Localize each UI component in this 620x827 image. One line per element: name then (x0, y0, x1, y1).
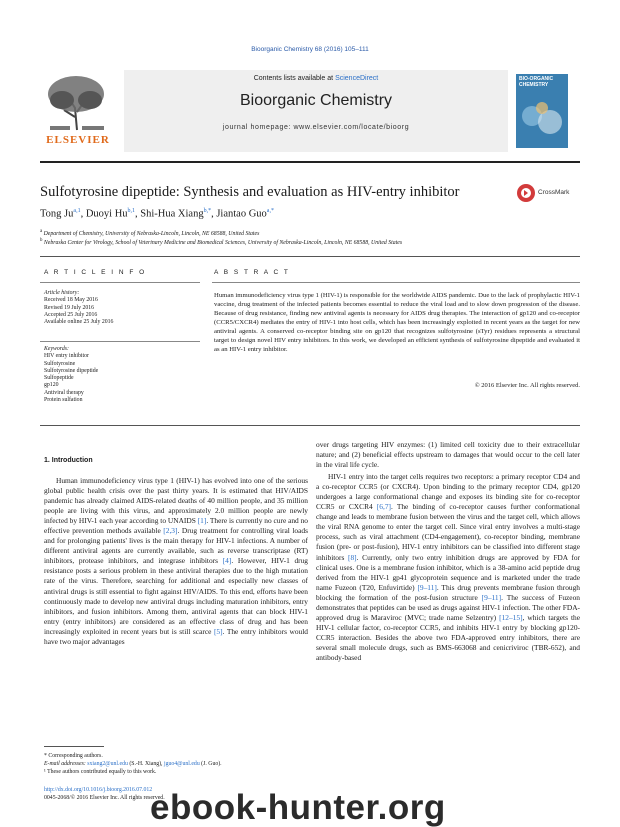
keyword: Antiviral therapy (44, 389, 84, 396)
issn-line: 0045-2068/© 2016 Elsevier Inc. All rights reserved. (44, 794, 165, 801)
body-text: . There is currently no cure and no effective prevention methods available (44, 516, 308, 536)
citation-link[interactable]: [5] (213, 626, 223, 636)
author-name: Jiantao Guo (216, 208, 267, 220)
citation-link[interactable]: [9–11] (417, 582, 437, 592)
section-heading: 1. Introduction (44, 457, 93, 464)
email-link[interactable]: sxiang2@unl.edu (87, 761, 128, 767)
body-text: , which targets the HIV-1 cellular factor, co-receptor CCR5, and inhibits HIV-1 entry by blocking gp120-CCR5 interaction. Besides the above two FDA-approved entry inhibitors, there are several small molecule drugs, such as BMS-663068 and cenicriviroc (TBR-652), and antibody-based (316, 612, 580, 662)
body-text: . Currently, only two entry inhibition drugs are approved by FDA for clinical uses. One is a membrane fusion inhibitor, which is a 38-amino acid peptide drug derived from the HIV-1 gp41 glycoprotein sequence and is marketed under the trade name Fuzeon (T20, Enfuvirtide) (316, 552, 580, 592)
body-text: . The success of Fuzeon demonstrates that peptides can be used as drugs against HIV-1 infection. The other FDA-approved drug is Maraviroc (MVC; trade name Selzentry) (316, 592, 580, 622)
keyword: gp120 (44, 382, 59, 389)
email-label: E-mail addresses: (44, 761, 88, 767)
author-name: Duoyi Hu (85, 208, 128, 220)
affiliation-a (40, 229, 580, 237)
body-text: . However, HIV-1 drug resistance posts a serious problem in these antiviral therapies due to the high mutation rate of the virus. Therefore, searching for additional and especially new classes of antiviral drugs is still essential to fight against HIV/AIDS. To this end, efforts have been continuously made to develop new antiviral drugs including maturation inhibitors, entry inhibitors, and fusion inhibitors. Among them, antiviral agents that can block HIV-1 entry (entry inhibitors) are considered as an effective class of drug and has been increasingly exploited in recent years but is still scarce (44, 556, 308, 636)
body-text: HIV-1 entry into the target cells requires two receptors: a primary receptor CD4 and a co-receptor CCR5 (or CXCR4). Upon binding to the primary receptor CD4, gp120 undergoes a large conformational change and exposes its binding site for co-receptor CCR5 or CXCR4 (316, 472, 580, 512)
body-text: Human immunodeficiency virus type 1 (HIV-1) has evolved into one of the serious global public health crisis over the past thirty years. It is estimated that HIV/AIDS pandemic has already claimed AIDS-related deaths of 40 million people, and 35 million people are living with this virus, and approximately 2.0 million people are newly infected by HIV-1 each year according to UNAIDS (44, 476, 308, 526)
cover-title: BIO-ORGANIC CHEMISTRY (519, 76, 554, 88)
citation-link[interactable]: [12–15] (499, 612, 523, 622)
body-column-left (44, 476, 308, 647)
info-divider (40, 341, 200, 342)
journal-cover-image (516, 74, 568, 148)
footnote-rule (44, 746, 104, 747)
doi-block (44, 787, 165, 802)
body-text: . The binding of co-receptor causes further conformational change and leads to membrane fusion between the virus and the target cell, which allows the viral RNA genome to enter the target cell. Since viral entry involves a multi-stage process, such as viral attachment (CD4-engagement), co-receptor binding, membrane fusion (pre- or post-fusion), HIV-1 entry inhibitors can be classified into different stage inhibitors (316, 502, 580, 562)
crossmark-badge[interactable] (516, 183, 586, 205)
journal-masthead (40, 70, 580, 158)
author-name: Tong Ju (40, 208, 74, 220)
citation-link[interactable]: [2,3] (163, 526, 178, 536)
body-column-right (316, 440, 580, 663)
citation-link[interactable]: [8] (348, 552, 357, 562)
crossmark-label: CrossMark (538, 189, 570, 196)
keyword: Sulfopeptide (44, 375, 74, 382)
crossmark-icon (516, 183, 536, 203)
body-paragraph (44, 476, 308, 647)
footnote-corresponding: * Corresponding authors. (44, 753, 103, 759)
article-title: Sulfotyrosine dipeptide: Synthesis and evaluation as HIV-entry inhibitor (40, 184, 460, 200)
footnote-equal: ¹ These authors contributed equally to this work. (44, 769, 157, 775)
email-link[interactable]: jguo4@unl.edu (163, 761, 200, 767)
affiliation-b (40, 238, 580, 246)
masthead-rule (40, 161, 580, 163)
abstract-rule (212, 282, 580, 283)
watermark: ebook-hunter.org (150, 788, 446, 827)
email-owner: (J. Guo). (199, 761, 222, 767)
history-item: Available online 25 July 2016 (44, 319, 114, 326)
citation-link[interactable]: [9–11] (481, 592, 502, 602)
keyword: Sulfotyrosine dipeptide (44, 367, 99, 374)
article-info-heading: A R T I C L E I N F O (44, 269, 147, 276)
body-text: . The entry inhibitors would have two major advantages (44, 626, 308, 646)
abstract-bottom-rule (40, 425, 580, 426)
author-sup[interactable]: a,1 (73, 208, 81, 214)
citation-link[interactable]: [4] (222, 556, 232, 566)
affiliation-sup: b (40, 238, 43, 243)
contents-prefix: Contents lists available at (253, 75, 336, 82)
history-label: Article history: (44, 290, 80, 296)
author-list: Tong Ju$^{a,1}$, Duoyi Hu$^{b,1}$, Shi-Hua Xiang$^{b,*}$, Jiantao Guo$^{a,*}$ (40, 208, 274, 220)
affiliation-text: Nebraska Center for Virology, School of Veterinary Medicine and Biomedical Sciences, University of Nebraska-Lincoln, Lincoln, NE 68588, United States (43, 239, 403, 246)
citation-link[interactable]: [6,7] (376, 502, 391, 512)
abstract-text: Human immunodeficiency virus type 1 (HIV-1) is responsible for the worldwide AIDS pandemic. Due to the lack of prophylactic HIV-1 vaccine, drug treatment of the infected patients becomes essential to reduce the viral load and to slow down progression of the disease. Because of drug resistance, finding new antiviral agents is necessary for AIDS drug therapies. The interaction of gp120 and co-receptor (CCR5/CXCR4) mediates the entry of HIV-1 into host cells, which has been increasingly exploited in recent years as the target for new antiviral agents. A conserved co-receptor binding site on gp120 that recognizes sulfotyrosine (sTyr) residues represents a structural target to design novel HIV entry inhibitors. In this work, we developed an efficient synthesis of sulfotyrosine dipeptide and evaluated it as an HIV-1 entry inhibitor. (214, 292, 580, 353)
journal-title: Bioorganic Chemistry (239, 92, 393, 109)
keywords (44, 346, 204, 404)
email-owner: (S.-H. Xiang), (127, 761, 164, 767)
contents-line (124, 75, 508, 82)
affiliation-sup: a (40, 229, 43, 234)
keywords-label: Keywords: (44, 346, 69, 352)
doi-link[interactable]: http://dx.doi.org/10.1016/j.bioorg.2016.07.012 (44, 787, 153, 793)
copyright-notice: © 2016 Elsevier Inc. All rights reserved. (474, 382, 580, 389)
citation-link[interactable]: [1] (197, 516, 207, 526)
running-head: Bioorganic Chemistry 68 (2016) 105–111 (251, 46, 369, 53)
keyword: Protein sulfation (44, 397, 83, 404)
article-history (44, 290, 204, 326)
info-rule (40, 282, 200, 283)
header-rule (40, 256, 580, 257)
author-sup[interactable]: b,1 (127, 208, 136, 214)
abstract-heading: A B S T R A C T (214, 269, 290, 276)
masthead-center (124, 70, 508, 152)
body-text: over drugs targeting HIV enzymes: (1) limited cell toxicity due to their extracellular nature; and (2) beneficial effects upstream to damages that would occur to the cell later in the viral life cycle. (316, 440, 580, 470)
affiliation-text: Department of Chemistry, University of Nebraska-Lincoln, Lincoln, NE 68588, United States (43, 230, 260, 237)
body-text: . This drug prevents membrane fusion through blocking the formation of the post-fusion structure (316, 582, 580, 602)
keyword: Sulfotyrosine (44, 360, 76, 367)
author-name: Shi-Hua Xiang (140, 208, 204, 220)
body-text: . Drug treatment for controlling viral loads and for prolonging patients' lives is the main therapy for HIV-1 infections. A number of different antiviral agents are currently available, such as reverse transcriptase (RT) inhibitors, protease inhibitors, and integrase inhibitors (44, 526, 308, 566)
history-item: Accepted 25 July 2016 (44, 311, 98, 318)
footnote-emails (44, 760, 309, 768)
body-paragraph (316, 472, 580, 663)
keyword: HIV entry inhibitor (44, 353, 89, 360)
author-sup[interactable]: a,* (266, 208, 274, 214)
publisher-wordmark: ELSEVIER (46, 134, 110, 146)
body-paragraph (316, 440, 580, 470)
history-item: Revised 19 July 2016 (44, 304, 95, 311)
history-item: Received 18 May 2016 (44, 297, 98, 304)
footnotes (44, 752, 309, 776)
sciencedirect-link[interactable]: ScienceDirect (335, 75, 379, 82)
cover-graphic (516, 92, 568, 142)
journal-homepage[interactable]: journal homepage: www.elsevier.com/locate/bioorg (222, 124, 410, 131)
author-sup[interactable]: b,* (203, 208, 212, 214)
